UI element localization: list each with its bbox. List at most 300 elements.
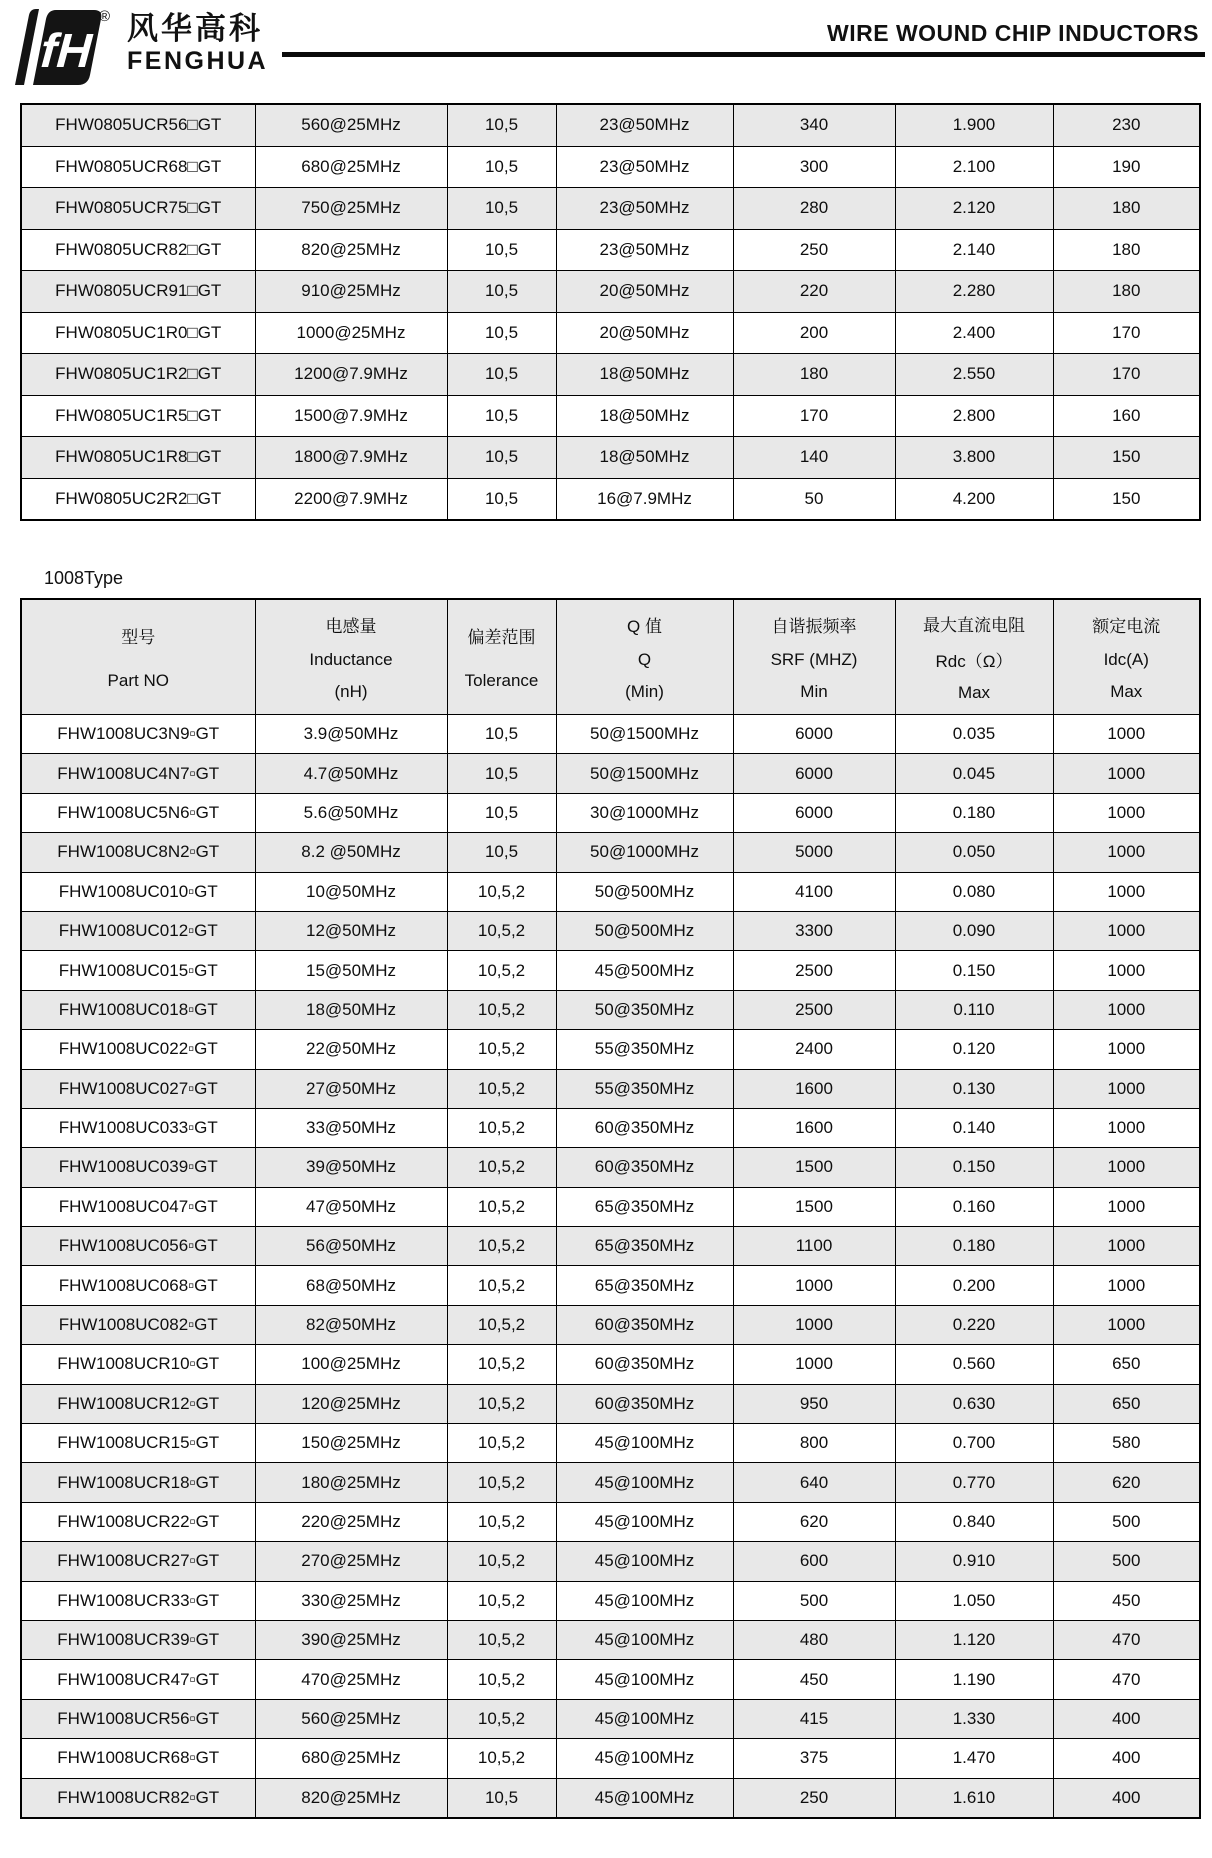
table-cell: 0.770 bbox=[895, 1463, 1053, 1502]
table-cell: 600 bbox=[733, 1542, 895, 1581]
table-cell: 5000 bbox=[733, 833, 895, 872]
page-title: WIRE WOUND CHIP INDUCTORS bbox=[827, 20, 1199, 46]
table-cell: FHW0805UC1R5□GT bbox=[21, 395, 255, 437]
table-cell: 620 bbox=[1053, 1463, 1200, 1502]
table-cell: 6000 bbox=[733, 793, 895, 832]
table-cell: FHW1008UC012▫GT bbox=[21, 911, 255, 950]
table-cell: 160 bbox=[1053, 395, 1200, 437]
registered-trademark-icon: ® bbox=[99, 8, 111, 25]
table-cell: 82@50MHz bbox=[255, 1305, 447, 1344]
table-row bbox=[21, 1699, 1200, 1738]
table-cell: 10,5,2 bbox=[447, 1620, 556, 1659]
table-cell: 1600 bbox=[733, 1108, 895, 1147]
table-cell: FHW1008UCR27▫GT bbox=[21, 1542, 255, 1581]
table-row bbox=[21, 754, 1200, 793]
table-cell: 300 bbox=[733, 146, 895, 188]
table-cell: 10,5,2 bbox=[447, 1581, 556, 1620]
table-cell: FHW1008UCR15▫GT bbox=[21, 1424, 255, 1463]
table-row bbox=[21, 1778, 1200, 1818]
table-cell: 480 bbox=[733, 1620, 895, 1659]
table-cell: FHW0805UCR68□GT bbox=[21, 146, 255, 188]
table-cell: 50@500MHz bbox=[556, 872, 733, 911]
inductor-table-0805 bbox=[20, 103, 1201, 521]
table-cell: 50@500MHz bbox=[556, 911, 733, 950]
table-cell: 3300 bbox=[733, 911, 895, 950]
table-cell: 39@50MHz bbox=[255, 1148, 447, 1187]
table-cell: 10,5,2 bbox=[447, 1463, 556, 1502]
table-cell: 20@50MHz bbox=[556, 271, 733, 313]
table-cell: 50@350MHz bbox=[556, 990, 733, 1029]
table-cell: 0.150 bbox=[895, 951, 1053, 990]
table-cell: 0.910 bbox=[895, 1542, 1053, 1581]
table-cell: 50@1500MHz bbox=[556, 754, 733, 793]
table-cell: 2.400 bbox=[895, 312, 1053, 354]
table-cell: 18@50MHz bbox=[255, 990, 447, 1029]
table-cell: 1000 bbox=[733, 1345, 895, 1384]
table-row bbox=[21, 1424, 1200, 1463]
table-cell: 0.140 bbox=[895, 1108, 1053, 1147]
table-cell: 10,5,2 bbox=[447, 1739, 556, 1778]
table-row bbox=[21, 1345, 1200, 1384]
table-cell: 750@25MHz bbox=[255, 188, 447, 230]
table-cell: 0.150 bbox=[895, 1148, 1053, 1187]
table-cell: 1000 bbox=[1053, 833, 1200, 872]
table-row bbox=[21, 271, 1200, 313]
table-cell: 0.130 bbox=[895, 1069, 1053, 1108]
table-row bbox=[21, 312, 1200, 354]
table-cell: 10,5 bbox=[447, 793, 556, 832]
table-cell: 45@100MHz bbox=[556, 1581, 733, 1620]
table-cell: 1000 bbox=[1053, 911, 1200, 950]
table-cell: 50@1500MHz bbox=[556, 715, 733, 754]
table-cell: FHW0805UC2R2□GT bbox=[21, 478, 255, 520]
table-cell: FHW1008UC022▫GT bbox=[21, 1030, 255, 1069]
table-cell: 1.470 bbox=[895, 1739, 1053, 1778]
table-cell: 0.090 bbox=[895, 911, 1053, 950]
table-cell: 560@25MHz bbox=[255, 1699, 447, 1738]
table-cell: 390@25MHz bbox=[255, 1620, 447, 1659]
table-row bbox=[21, 1187, 1200, 1226]
table-cell: 0.045 bbox=[895, 754, 1053, 793]
table-row bbox=[21, 1148, 1200, 1187]
table-cell: 45@100MHz bbox=[556, 1739, 733, 1778]
table-cell: 0.180 bbox=[895, 1227, 1053, 1266]
table-cell: 22@50MHz bbox=[255, 1030, 447, 1069]
table-cell: 1000 bbox=[1053, 715, 1200, 754]
table-cell: FHW0805UCR82□GT bbox=[21, 229, 255, 271]
table-cell: 65@350MHz bbox=[556, 1187, 733, 1226]
column-header: 最大直流电阻 Rdc（Ω） Max bbox=[895, 599, 1053, 715]
table-cell: 1100 bbox=[733, 1227, 895, 1266]
table-cell: 1000 bbox=[733, 1305, 895, 1344]
table-cell: 150 bbox=[1053, 437, 1200, 479]
table-row bbox=[21, 1581, 1200, 1620]
table-cell: 60@350MHz bbox=[556, 1305, 733, 1344]
table-row bbox=[21, 104, 1200, 146]
table-cell: 10,5 bbox=[447, 104, 556, 146]
table-cell: 2.800 bbox=[895, 395, 1053, 437]
table-cell: FHW1008UCR82▫GT bbox=[21, 1778, 255, 1818]
table-cell: FHW1008UCR39▫GT bbox=[21, 1620, 255, 1659]
table-cell: 10,5 bbox=[447, 833, 556, 872]
table-cell: FHW0805UCR75□GT bbox=[21, 188, 255, 230]
table-cell: 580 bbox=[1053, 1424, 1200, 1463]
table-cell: 10,5,2 bbox=[447, 872, 556, 911]
table-cell: 1000@25MHz bbox=[255, 312, 447, 354]
table-row bbox=[21, 146, 1200, 188]
table-cell: 18@50MHz bbox=[556, 395, 733, 437]
table-cell: 820@25MHz bbox=[255, 229, 447, 271]
table-cell: FHW0805UC1R0□GT bbox=[21, 312, 255, 354]
table-cell: 1000 bbox=[1053, 1187, 1200, 1226]
table-cell: 0.160 bbox=[895, 1187, 1053, 1226]
table-row bbox=[21, 1463, 1200, 1502]
table-cell: 1000 bbox=[1053, 1227, 1200, 1266]
table-cell: 10,5,2 bbox=[447, 990, 556, 1029]
table-cell: 1000 bbox=[1053, 1108, 1200, 1147]
table-cell: 10,5,2 bbox=[447, 1030, 556, 1069]
header-rule bbox=[282, 52, 1205, 57]
table-cell: 10,5,2 bbox=[447, 1148, 556, 1187]
table-cell: 500 bbox=[1053, 1542, 1200, 1581]
table-cell: FHW1008UCR10▫GT bbox=[21, 1345, 255, 1384]
table-cell: 23@50MHz bbox=[556, 188, 733, 230]
table-cell: 0.200 bbox=[895, 1266, 1053, 1305]
table-cell: 10,5,2 bbox=[447, 1660, 556, 1699]
svg-text:fH: fH bbox=[39, 25, 94, 78]
table-cell: 10,5 bbox=[447, 395, 556, 437]
table-cell: 1.330 bbox=[895, 1699, 1053, 1738]
table-cell: 10,5 bbox=[447, 1778, 556, 1818]
table-cell: 640 bbox=[733, 1463, 895, 1502]
table-cell: 23@50MHz bbox=[556, 146, 733, 188]
table-cell: 10,5,2 bbox=[447, 1424, 556, 1463]
table-cell: 60@350MHz bbox=[556, 1345, 733, 1384]
table-row bbox=[21, 951, 1200, 990]
table-row bbox=[21, 188, 1200, 230]
table-cell: 1500@7.9MHz bbox=[255, 395, 447, 437]
table-cell: 30@1000MHz bbox=[556, 793, 733, 832]
table-cell: 47@50MHz bbox=[255, 1187, 447, 1226]
table-row bbox=[21, 478, 1200, 520]
table-cell: 23@50MHz bbox=[556, 229, 733, 271]
table-cell: 2.120 bbox=[895, 188, 1053, 230]
table-cell: 10,5,2 bbox=[447, 1345, 556, 1384]
table-cell: 190 bbox=[1053, 146, 1200, 188]
table-cell: 230 bbox=[1053, 104, 1200, 146]
table-cell: 0.220 bbox=[895, 1305, 1053, 1344]
table-cell: FHW1008UC018▫GT bbox=[21, 990, 255, 1029]
table-cell: 45@100MHz bbox=[556, 1660, 733, 1699]
table-cell: 0.180 bbox=[895, 793, 1053, 832]
table-cell: 3.9@50MHz bbox=[255, 715, 447, 754]
table-cell: 170 bbox=[1053, 312, 1200, 354]
table-cell: FHW1008UC039▫GT bbox=[21, 1148, 255, 1187]
table-row bbox=[21, 1542, 1200, 1581]
table-cell: 400 bbox=[1053, 1739, 1200, 1778]
table-cell: FHW1008UCR47▫GT bbox=[21, 1660, 255, 1699]
table-cell: 10,5,2 bbox=[447, 1542, 556, 1581]
table-cell: 1500 bbox=[733, 1148, 895, 1187]
table-row bbox=[21, 1069, 1200, 1108]
table-cell: 2500 bbox=[733, 951, 895, 990]
table-cell: 10,5,2 bbox=[447, 1502, 556, 1541]
table-cell: 20@50MHz bbox=[556, 312, 733, 354]
table-cell: FHW1008UCR22▫GT bbox=[21, 1502, 255, 1541]
table-cell: 1.610 bbox=[895, 1778, 1053, 1818]
table-cell: 10@50MHz bbox=[255, 872, 447, 911]
table-cell: 10,5,2 bbox=[447, 951, 556, 990]
table-cell: 10,5,2 bbox=[447, 1305, 556, 1344]
table-cell: 50@1000MHz bbox=[556, 833, 733, 872]
brand-name-chinese: 风华高科 bbox=[127, 11, 263, 46]
fenghua-logo-icon bbox=[14, 7, 106, 87]
table-cell: 1000 bbox=[1053, 793, 1200, 832]
table-cell: 620 bbox=[733, 1502, 895, 1541]
brand-block bbox=[127, 13, 268, 74]
table-cell: 45@100MHz bbox=[556, 1542, 733, 1581]
table-cell: 2.280 bbox=[895, 271, 1053, 313]
table-cell: 10,5,2 bbox=[447, 1227, 556, 1266]
table-row bbox=[21, 1620, 1200, 1659]
table-row bbox=[21, 990, 1200, 1029]
table-cell: 820@25MHz bbox=[255, 1778, 447, 1818]
table-cell: 10,5 bbox=[447, 188, 556, 230]
table-cell: 33@50MHz bbox=[255, 1108, 447, 1147]
table-cell: 180 bbox=[1053, 188, 1200, 230]
table-cell: 10,5 bbox=[447, 437, 556, 479]
table-cell: 2.140 bbox=[895, 229, 1053, 271]
table-row bbox=[21, 437, 1200, 479]
table-cell: 0.840 bbox=[895, 1502, 1053, 1541]
table-cell: FHW0805UC1R8□GT bbox=[21, 437, 255, 479]
table-cell: 45@100MHz bbox=[556, 1778, 733, 1818]
table-cell: 10,5 bbox=[447, 715, 556, 754]
table-cell: 1.190 bbox=[895, 1660, 1053, 1699]
inductor-table-1008 bbox=[20, 598, 1201, 1819]
table-cell: FHW0805UCR56□GT bbox=[21, 104, 255, 146]
table-cell: FHW1008UC3N9▫GT bbox=[21, 715, 255, 754]
table-cell: FHW1008UC027▫GT bbox=[21, 1069, 255, 1108]
table-cell: FHW1008UC015▫GT bbox=[21, 951, 255, 990]
table-cell: 27@50MHz bbox=[255, 1069, 447, 1108]
table-cell: 800 bbox=[733, 1424, 895, 1463]
table-cell: 16@7.9MHz bbox=[556, 478, 733, 520]
table-cell: FHW1008UCR33▫GT bbox=[21, 1581, 255, 1620]
table-cell: 2.100 bbox=[895, 146, 1053, 188]
table-cell: 1000 bbox=[733, 1266, 895, 1305]
table-cell: 10,5,2 bbox=[447, 1266, 556, 1305]
table-row bbox=[21, 911, 1200, 950]
table-cell: 330@25MHz bbox=[255, 1581, 447, 1620]
table-cell: 4100 bbox=[733, 872, 895, 911]
table-cell: 8.2 @50MHz bbox=[255, 833, 447, 872]
table-cell: 10,5 bbox=[447, 354, 556, 396]
table-cell: 1.050 bbox=[895, 1581, 1053, 1620]
table-row bbox=[21, 1030, 1200, 1069]
table-cell: 3.800 bbox=[895, 437, 1053, 479]
table-row bbox=[21, 793, 1200, 832]
table-cell: 15@50MHz bbox=[255, 951, 447, 990]
table-cell: 55@350MHz bbox=[556, 1069, 733, 1108]
table-cell: 2.550 bbox=[895, 354, 1053, 396]
table-cell: 68@50MHz bbox=[255, 1266, 447, 1305]
table-header-row bbox=[21, 599, 1200, 715]
table-cell: 18@50MHz bbox=[556, 437, 733, 479]
table-row bbox=[21, 1739, 1200, 1778]
table-cell: 180 bbox=[1053, 271, 1200, 313]
table-cell: 56@50MHz bbox=[255, 1227, 447, 1266]
table-row bbox=[21, 715, 1200, 754]
table-row bbox=[21, 354, 1200, 396]
table-cell: 5.6@50MHz bbox=[255, 793, 447, 832]
table-cell: 45@500MHz bbox=[556, 951, 733, 990]
table-cell: 0.035 bbox=[895, 715, 1053, 754]
table-cell: 23@50MHz bbox=[556, 104, 733, 146]
table-cell: 4.200 bbox=[895, 478, 1053, 520]
table-cell: 1600 bbox=[733, 1069, 895, 1108]
table-cell: 0.110 bbox=[895, 990, 1053, 1029]
table-cell: 1000 bbox=[1053, 1148, 1200, 1187]
table-cell: 0.050 bbox=[895, 833, 1053, 872]
table-cell: 10,5,2 bbox=[447, 1187, 556, 1226]
table-cell: 10,5,2 bbox=[447, 1699, 556, 1738]
table-cell: 180 bbox=[1053, 229, 1200, 271]
table-cell: 200 bbox=[733, 312, 895, 354]
column-header: 额定电流 Idc(A) Max bbox=[1053, 599, 1200, 715]
table-cell: 65@350MHz bbox=[556, 1266, 733, 1305]
section-label-1008type: 1008Type bbox=[44, 568, 124, 588]
table-cell: 2500 bbox=[733, 990, 895, 1029]
table-cell: 0.630 bbox=[895, 1384, 1053, 1423]
table-cell: FHW0805UC1R2□GT bbox=[21, 354, 255, 396]
table-cell: 0.560 bbox=[895, 1345, 1053, 1384]
table-cell: 500 bbox=[1053, 1502, 1200, 1541]
table-cell: 1000 bbox=[1053, 951, 1200, 990]
table-cell: 45@100MHz bbox=[556, 1502, 733, 1541]
table-cell: FHW1008UC010▫GT bbox=[21, 872, 255, 911]
table-cell: 180 bbox=[733, 354, 895, 396]
table-row bbox=[21, 1266, 1200, 1305]
table-cell: FHW1008UC056▫GT bbox=[21, 1227, 255, 1266]
table-cell: FHW1008UC082▫GT bbox=[21, 1305, 255, 1344]
table-cell: 220@25MHz bbox=[255, 1502, 447, 1541]
table-cell: 470@25MHz bbox=[255, 1660, 447, 1699]
table-cell: 1000 bbox=[1053, 1069, 1200, 1108]
table-cell: 100@25MHz bbox=[255, 1345, 447, 1384]
table-cell: FHW1008UC8N2▫GT bbox=[21, 833, 255, 872]
table-cell: 4.7@50MHz bbox=[255, 754, 447, 793]
table-cell: FHW1008UC033▫GT bbox=[21, 1108, 255, 1147]
table-cell: 0.700 bbox=[895, 1424, 1053, 1463]
table-cell: 220 bbox=[733, 271, 895, 313]
table-cell: 6000 bbox=[733, 715, 895, 754]
table-cell: 1000 bbox=[1053, 1305, 1200, 1344]
table-cell: 120@25MHz bbox=[255, 1384, 447, 1423]
table-cell: FHW1008UC5N6▫GT bbox=[21, 793, 255, 832]
table-row bbox=[21, 833, 1200, 872]
table-row bbox=[21, 1384, 1200, 1423]
table-cell: 1000 bbox=[1053, 872, 1200, 911]
table-cell: 45@100MHz bbox=[556, 1620, 733, 1659]
table-cell: 65@350MHz bbox=[556, 1227, 733, 1266]
table-cell: 10,5 bbox=[447, 478, 556, 520]
table-cell: 680@25MHz bbox=[255, 146, 447, 188]
table-cell: 0.120 bbox=[895, 1030, 1053, 1069]
table-cell: FHW1008UCR56▫GT bbox=[21, 1699, 255, 1738]
table-cell: 910@25MHz bbox=[255, 271, 447, 313]
table-cell: 680@25MHz bbox=[255, 1739, 447, 1778]
table-cell: 1200@7.9MHz bbox=[255, 354, 447, 396]
table-row bbox=[21, 872, 1200, 911]
table-cell: 18@50MHz bbox=[556, 354, 733, 396]
table-cell: 375 bbox=[733, 1739, 895, 1778]
table-cell: 60@350MHz bbox=[556, 1108, 733, 1147]
table-cell: 280 bbox=[733, 188, 895, 230]
table-cell: 12@50MHz bbox=[255, 911, 447, 950]
table-cell: 1000 bbox=[1053, 1266, 1200, 1305]
table-cell: 560@25MHz bbox=[255, 104, 447, 146]
table-cell: 1.900 bbox=[895, 104, 1053, 146]
table-cell: 6000 bbox=[733, 754, 895, 793]
table-cell: 1500 bbox=[733, 1187, 895, 1226]
column-header: Q 值 Q (Min) bbox=[556, 599, 733, 715]
table-cell: 140 bbox=[733, 437, 895, 479]
table-cell: 270@25MHz bbox=[255, 1542, 447, 1581]
table-cell: 1.120 bbox=[895, 1620, 1053, 1659]
column-header: 偏差范围 Tolerance bbox=[447, 599, 556, 715]
table-cell: 10,5,2 bbox=[447, 1384, 556, 1423]
table-cell: 180@25MHz bbox=[255, 1463, 447, 1502]
table-cell: 470 bbox=[1053, 1660, 1200, 1699]
table-cell: 10,5 bbox=[447, 146, 556, 188]
table-cell: 60@350MHz bbox=[556, 1384, 733, 1423]
table-cell: 1800@7.9MHz bbox=[255, 437, 447, 479]
table-cell: 250 bbox=[733, 1778, 895, 1818]
table-cell: 10,5 bbox=[447, 312, 556, 354]
table-cell: FHW1008UC4N7▫GT bbox=[21, 754, 255, 793]
table-cell: 400 bbox=[1053, 1699, 1200, 1738]
table-row bbox=[21, 1502, 1200, 1541]
table-cell: 0.080 bbox=[895, 872, 1053, 911]
table-row bbox=[21, 229, 1200, 271]
table-cell: 10,5,2 bbox=[447, 1108, 556, 1147]
table-cell: 470 bbox=[1053, 1620, 1200, 1659]
table-cell: 10,5 bbox=[447, 229, 556, 271]
table-cell: FHW1008UCR18▫GT bbox=[21, 1463, 255, 1502]
table-cell: 10,5 bbox=[447, 754, 556, 793]
table-cell: 10,5 bbox=[447, 271, 556, 313]
table-cell: 400 bbox=[1053, 1778, 1200, 1818]
table-cell: 50 bbox=[733, 478, 895, 520]
table-cell: 450 bbox=[1053, 1581, 1200, 1620]
table-cell: FHW1008UC047▫GT bbox=[21, 1187, 255, 1226]
table-cell: 1000 bbox=[1053, 754, 1200, 793]
table-cell: 500 bbox=[733, 1581, 895, 1620]
table-row bbox=[21, 1227, 1200, 1266]
table-cell: 2400 bbox=[733, 1030, 895, 1069]
table-cell: 2200@7.9MHz bbox=[255, 478, 447, 520]
table-cell: 340 bbox=[733, 104, 895, 146]
table-cell: 55@350MHz bbox=[556, 1030, 733, 1069]
table-cell: 450 bbox=[733, 1660, 895, 1699]
table-cell: 170 bbox=[1053, 354, 1200, 396]
table-cell: FHW1008UCR68▫GT bbox=[21, 1739, 255, 1778]
table-cell: 10,5,2 bbox=[447, 1069, 556, 1108]
column-header: 型号 Part NO bbox=[21, 599, 255, 715]
table-cell: 45@100MHz bbox=[556, 1463, 733, 1502]
table-row bbox=[21, 1660, 1200, 1699]
